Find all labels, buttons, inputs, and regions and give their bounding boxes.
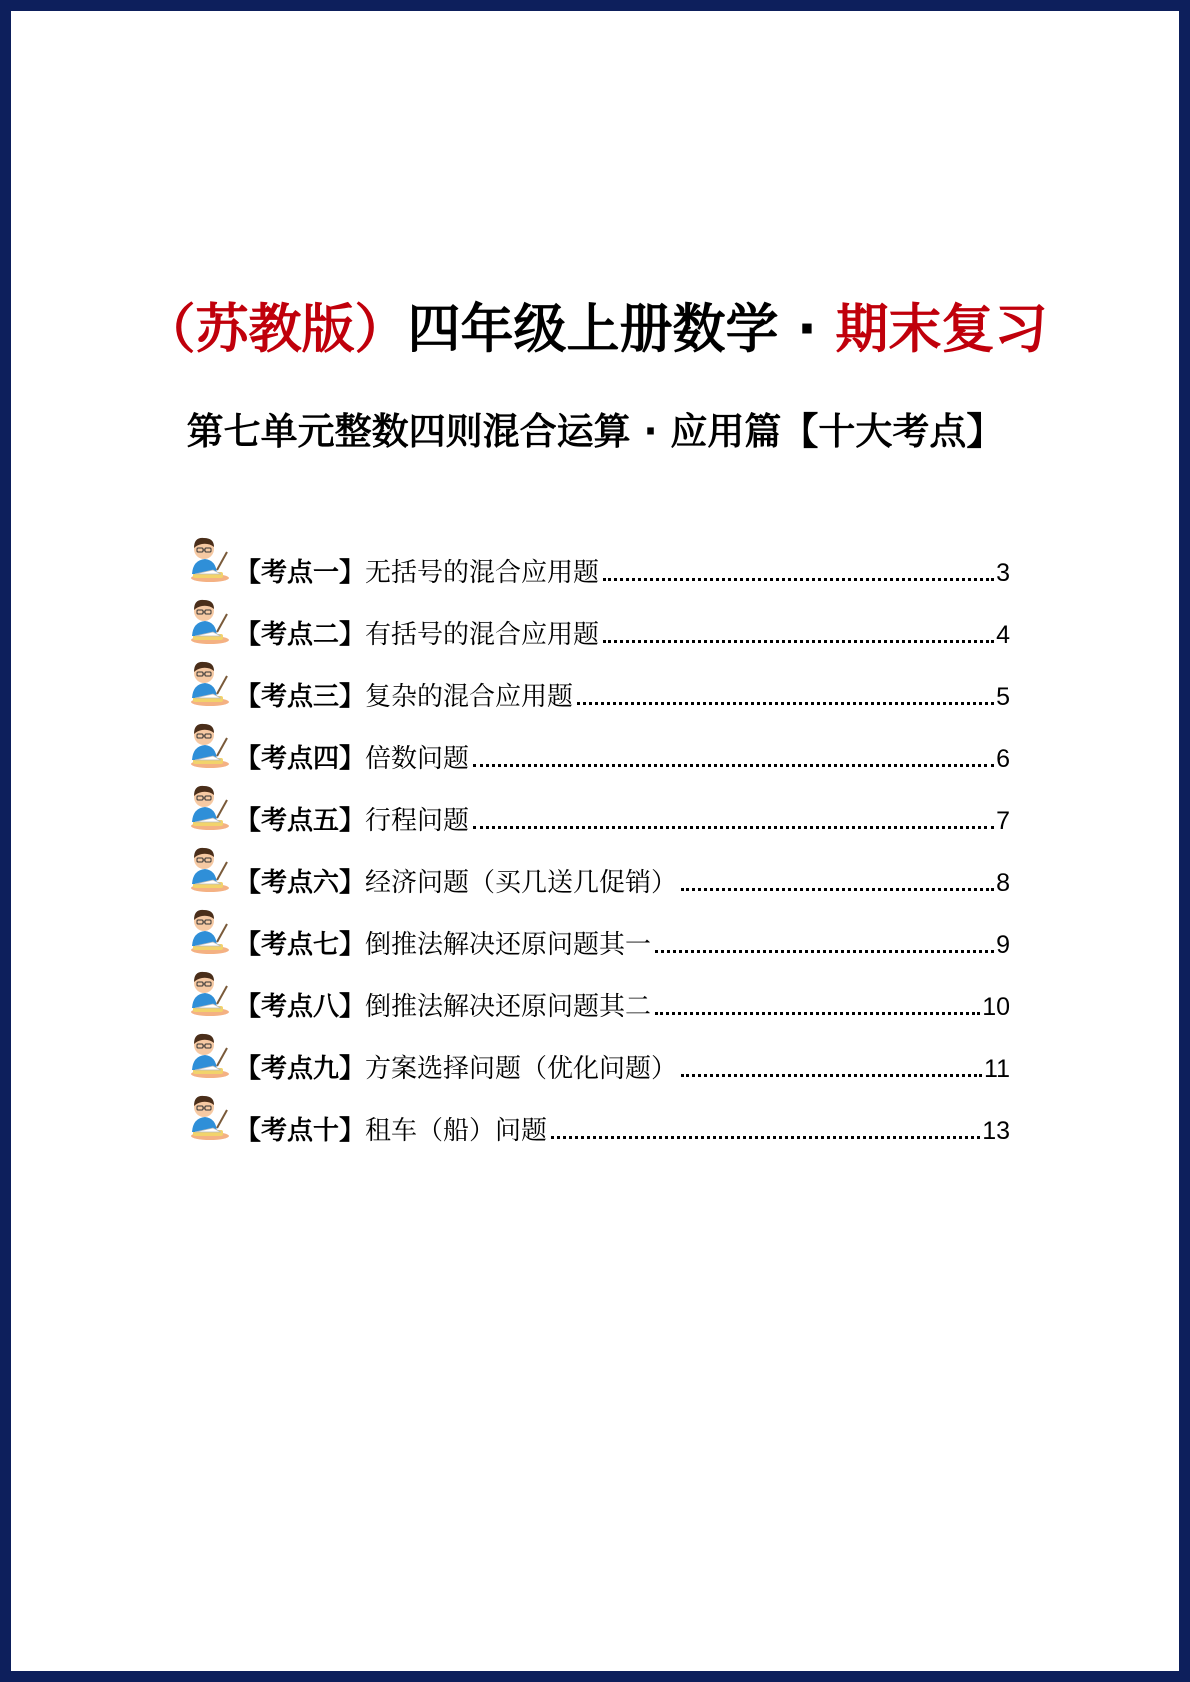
toc-entry-2[interactable] — [183, 590, 1010, 652]
toc-entry-label — [235, 804, 469, 838]
toc-entry-key: 【考点四】 — [235, 744, 366, 774]
toc-entry-label — [235, 556, 599, 590]
toc-entry-key: 【考点六】 — [235, 868, 366, 898]
toc-page-number: 7 — [996, 807, 1010, 835]
student-icon — [183, 782, 231, 832]
table-of-contents — [183, 528, 1010, 1148]
student-icon — [183, 1092, 231, 1142]
toc-entry-topic: 方案选择问题（优化问题） — [365, 1054, 678, 1084]
student-icon — [183, 596, 231, 646]
toc-entry-4[interactable] — [183, 714, 1010, 776]
student-icon — [183, 968, 231, 1018]
toc-dot-leader — [655, 1011, 980, 1015]
toc-entry-topic: 倒推法解决还原问题其二 — [365, 992, 652, 1022]
toc-dot-leader — [473, 825, 994, 829]
toc-entry-label — [235, 1114, 547, 1148]
toc-dot-leader — [551, 1135, 980, 1139]
toc-entry-9[interactable] — [183, 1024, 1010, 1086]
toc-entry-1[interactable] — [183, 528, 1010, 590]
toc-entry-5[interactable] — [183, 776, 1010, 838]
toc-entry-topic: 经济问题（买几送几促销） — [365, 868, 678, 898]
student-icon — [183, 1030, 231, 1080]
toc-page-number: 6 — [996, 745, 1010, 773]
toc-entry-6[interactable] — [183, 838, 1010, 900]
toc-dot-leader — [681, 1073, 982, 1077]
toc-entry-key: 【考点一】 — [235, 558, 366, 588]
document-title — [0, 298, 1190, 362]
toc-entry-label — [235, 680, 573, 714]
toc-entry-key: 【考点九】 — [235, 1054, 366, 1084]
toc-page-number: 13 — [982, 1117, 1010, 1145]
toc-dot-leader — [655, 949, 994, 953]
toc-entry-key: 【考点二】 — [235, 620, 366, 650]
title-review: 期末复习 — [835, 299, 1048, 360]
toc-dot-leader — [681, 887, 994, 891]
title-edition: （苏教版） — [142, 299, 408, 360]
toc-entry-topic: 复杂的混合应用题 — [365, 682, 574, 712]
toc-entry-key: 【考点五】 — [235, 806, 366, 836]
toc-entry-label — [235, 928, 651, 962]
student-icon — [183, 534, 231, 584]
toc-page-number: 3 — [996, 559, 1010, 587]
toc-dot-leader — [577, 701, 994, 705]
toc-entry-key: 【考点三】 — [235, 682, 366, 712]
toc-entry-8[interactable] — [183, 962, 1010, 1024]
toc-dot-leader — [603, 577, 994, 581]
toc-entry-3[interactable] — [183, 652, 1010, 714]
toc-entry-label — [235, 742, 469, 776]
document-subtitle: 第七单元整数四则混合运算 · 应用篇【十大考点】 — [186, 410, 1004, 453]
toc-entry-10[interactable] — [183, 1086, 1010, 1148]
toc-page-number: 10 — [982, 993, 1010, 1021]
student-icon — [183, 906, 231, 956]
toc-page-number: 5 — [996, 683, 1010, 711]
toc-entry-key: 【考点七】 — [235, 930, 366, 960]
toc-page-number: 9 — [996, 931, 1010, 959]
toc-entry-7[interactable] — [183, 900, 1010, 962]
toc-page-number: 11 — [984, 1055, 1010, 1083]
toc-entry-topic: 倒推法解决还原问题其一 — [365, 930, 652, 960]
toc-page-number: 8 — [996, 869, 1010, 897]
student-icon — [183, 658, 231, 708]
toc-entry-key: 【考点八】 — [235, 992, 366, 1022]
toc-entry-topic: 有括号的混合应用题 — [365, 620, 600, 650]
toc-entry-label — [235, 990, 651, 1024]
toc-dot-leader — [473, 763, 994, 767]
toc-entry-label — [235, 1052, 677, 1086]
toc-dot-leader — [603, 639, 994, 643]
toc-entry-topic: 倍数问题 — [365, 744, 470, 774]
toc-entry-key: 【考点十】 — [235, 1116, 366, 1146]
toc-entry-label — [235, 866, 677, 900]
toc-entry-topic: 租车（船）问题 — [365, 1116, 548, 1146]
toc-entry-topic: 无括号的混合应用题 — [365, 558, 600, 588]
student-icon — [183, 844, 231, 894]
title-main: 四年级上册数学 · — [407, 299, 836, 360]
student-icon — [183, 720, 231, 770]
toc-entry-label — [235, 618, 599, 652]
toc-page-number: 4 — [996, 621, 1010, 649]
toc-entry-topic: 行程问题 — [365, 806, 470, 836]
